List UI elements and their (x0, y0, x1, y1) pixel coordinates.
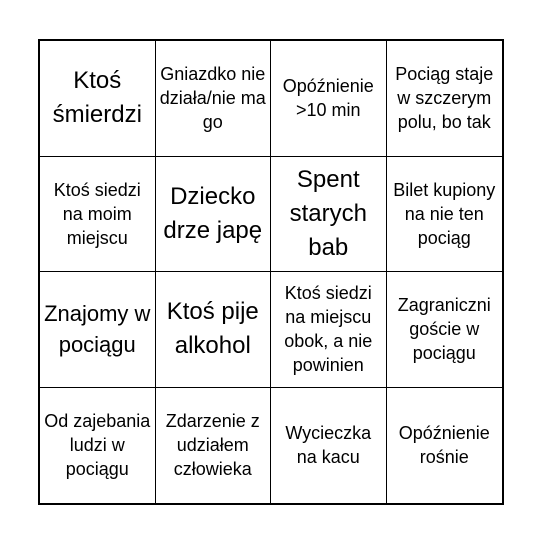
bingo-cell-text: Zagraniczni goście w pociągu (397, 295, 491, 364)
bingo-cell[interactable] (387, 157, 503, 273)
bingo-cell[interactable] (156, 41, 272, 157)
bingo-cell[interactable] (271, 41, 387, 157)
bingo-cell[interactable] (271, 157, 387, 273)
bingo-cell-text: Opóźnienie rośnie (398, 423, 490, 468)
bingo-cell[interactable] (40, 41, 156, 157)
bingo-cell[interactable] (156, 272, 272, 388)
bingo-cell-text: Spent starych bab (289, 165, 367, 261)
bingo-cell-text: Pociąg staje w szczerym polu, bo tak (395, 64, 494, 133)
bingo-cell-text: Znajomy w pociągu (44, 301, 151, 358)
bingo-cell[interactable] (40, 157, 156, 273)
bingo-cell-text: Od zajebania ludzi w pociągu (44, 411, 151, 480)
bingo-cell[interactable] (156, 157, 272, 273)
bingo-board (38, 39, 504, 505)
bingo-cell-text: Dziecko drze japę (163, 182, 263, 244)
bingo-cell-text: Bilet kupiony na nie ten pociąg (393, 179, 496, 248)
bingo-cell-text: Opóźnienie >10 min (282, 76, 374, 121)
bingo-cell[interactable] (271, 388, 387, 504)
bingo-cell[interactable] (40, 388, 156, 504)
bingo-cell-text: Gniazdko nie działa/nie ma go (159, 64, 266, 133)
bingo-cell-text: Ktoś pije alkohol (166, 298, 259, 360)
bingo-cell[interactable] (271, 272, 387, 388)
bingo-cell-text: Wycieczka na kacu (285, 423, 372, 468)
bingo-cell[interactable] (387, 272, 503, 388)
bingo-cell[interactable] (387, 388, 503, 504)
bingo-cell[interactable] (156, 388, 272, 504)
bingo-cell-text: Ktoś siedzi na miejscu obok, a nie powinien (284, 283, 373, 376)
bingo-cell[interactable] (40, 272, 156, 388)
bingo-cell-text: Ktoś śmierdzi (52, 67, 142, 129)
bingo-cell[interactable] (387, 41, 503, 157)
bingo-cell-text: Zdarzenie z udziałem człowieka (165, 411, 260, 480)
bingo-cell-text: Ktoś siedzi na moim miejscu (53, 179, 141, 248)
